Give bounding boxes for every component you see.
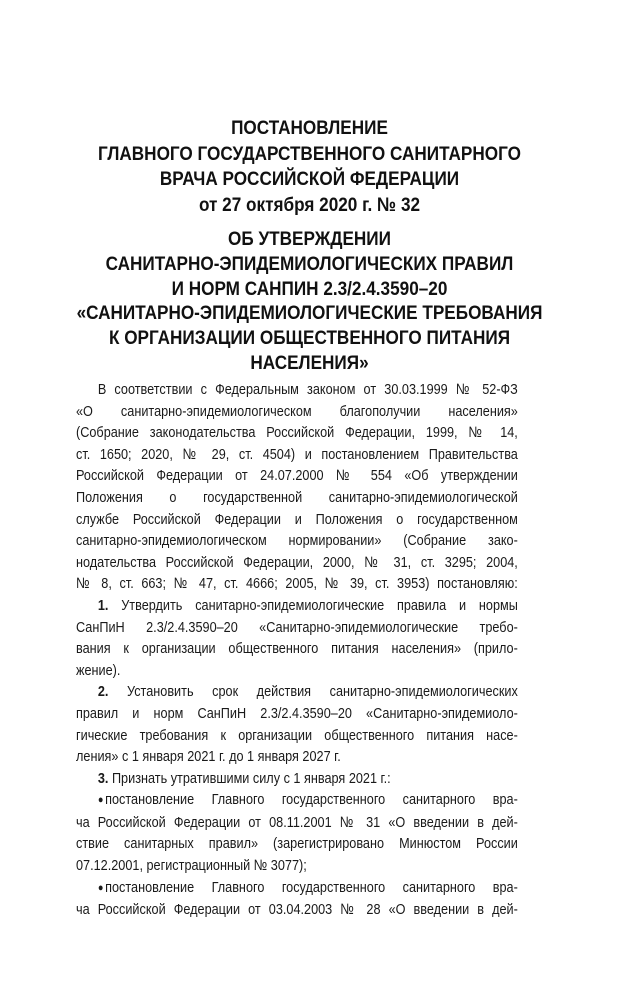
text-line: ления» с 1 января 2021 г. до 1 января 2027 г. [76, 748, 341, 766]
text-line: жение). [76, 661, 121, 679]
text-line [76, 877, 518, 900]
bullet-icon: ● [97, 794, 104, 807]
item-number: 3. [97, 769, 109, 787]
text-line: службе Российской Федерации и Положения о государственном [76, 510, 518, 528]
preamble-paragraph [76, 379, 518, 595]
title-line: «САНИТАРНО-ЭПИДЕМИОЛОГИЧЕСКИЕ ТРЕБОВАНИЯ [76, 302, 543, 325]
text-line: СанПиН 2.3/2.4.3590–20 «Санитарно-эпидемиологические требо- [76, 618, 518, 636]
text-line [76, 789, 518, 812]
text-line: нодательства Российской Федерации, 2000, № 31, ст. 3295; 2004, [76, 553, 518, 571]
item-text: Признать утратившими силу с 1 января 2021 г.: [111, 769, 391, 787]
text-line: ча Российской Федерации от 08.11.2001 № 31 «О введении в дей- [76, 813, 518, 831]
text-line: санитарно-эпидемиологическом нормировании» (Собрание зако- [76, 532, 518, 550]
bullet-item [76, 789, 518, 876]
numbered-item [76, 681, 518, 767]
bullet-item [76, 877, 518, 921]
text-line: правил и норм СанПиН 2.3/2.4.3590–20 «Санитарно-эпидемиоло- [76, 704, 518, 722]
text-line [76, 595, 518, 617]
title-line: САНИТАРНО-ЭПИДЕМИОЛОГИЧЕСКИХ ПРАВИЛ [105, 252, 514, 275]
title-line: ОБ УТВЕРЖДЕНИИ [228, 228, 391, 250]
title-line: К ОРГАНИЗАЦИИ ОБЩЕСТВЕННОГО ПИТАНИЯ [108, 327, 511, 350]
text-line: ствие санитарных правил» (зарегистрировано Минюстом России [76, 835, 518, 853]
text-line [76, 768, 518, 790]
header-line: ГЛАВНОГО ГОСУДАРСТВЕННОГО САНИТАРНОГО [98, 142, 521, 165]
text-line: 07.12.2001, регистрационный № 3077); [76, 857, 307, 875]
decree-body [76, 379, 518, 921]
item-number: 2. [97, 683, 109, 701]
text-line: ча Российской Федерации от 03.04.2003 № 28 «О введении в дей- [76, 901, 518, 919]
numbered-item [76, 595, 518, 681]
text-line: вания к организации общественного питания населения» (прило- [76, 640, 518, 658]
text-line [76, 681, 518, 703]
text-line: № 8, ст. 663; № 47, ст. 4666; 2005, № 39, ст. 3953) постановляю: [76, 575, 518, 593]
numbered-item [76, 768, 518, 790]
title-line: НАСЕЛЕНИЯ» [250, 351, 369, 374]
decree-header [72, 116, 546, 218]
item-number: 1. [97, 596, 109, 614]
bullet-text: постановление Главного государственного санитарного вра- [105, 791, 518, 809]
item-text: Установить срок действия санитарно-эпидемиологических [127, 683, 518, 701]
item-text: Утвердить санитарно-эпидемиологические правила и нормы [121, 596, 518, 614]
text-line: ст. 1650; 2020, № 29, ст. 4504) и постановлением Правительства [76, 445, 518, 463]
decree-title [72, 227, 546, 376]
title-line: И НОРМ САНПИН 2.3/2.4.3590–20 [171, 277, 448, 300]
text-line: В соответствии с Федеральным законом от 30.03.1999 № 52-ФЗ [97, 381, 518, 398]
bullet-text: постановление Главного государственного санитарного вра- [105, 878, 518, 896]
bullet-icon: ● [97, 881, 104, 894]
text-line: Положения о государственной санитарно-эпидемиологической [76, 488, 518, 506]
header-line: ВРАЧА РОССИЙСКОЙ ФЕДЕРАЦИИ [159, 168, 460, 190]
header-line: от 27 октября 2020 г. № 32 [198, 193, 421, 216]
text-line: «О санитарно-эпидемиологическом благополучии населения» [76, 402, 518, 420]
text-line: (Собрание законодательства Российской Федерации, 1999, № 14, [76, 424, 518, 442]
header-line: ПОСТАНОВЛЕНИЕ [231, 117, 388, 139]
text-line: гические требования к организации общественного питания насе- [76, 726, 518, 744]
text-line: Российской Федерации от 24.07.2000 № 554 «Об утверждении [76, 467, 518, 485]
